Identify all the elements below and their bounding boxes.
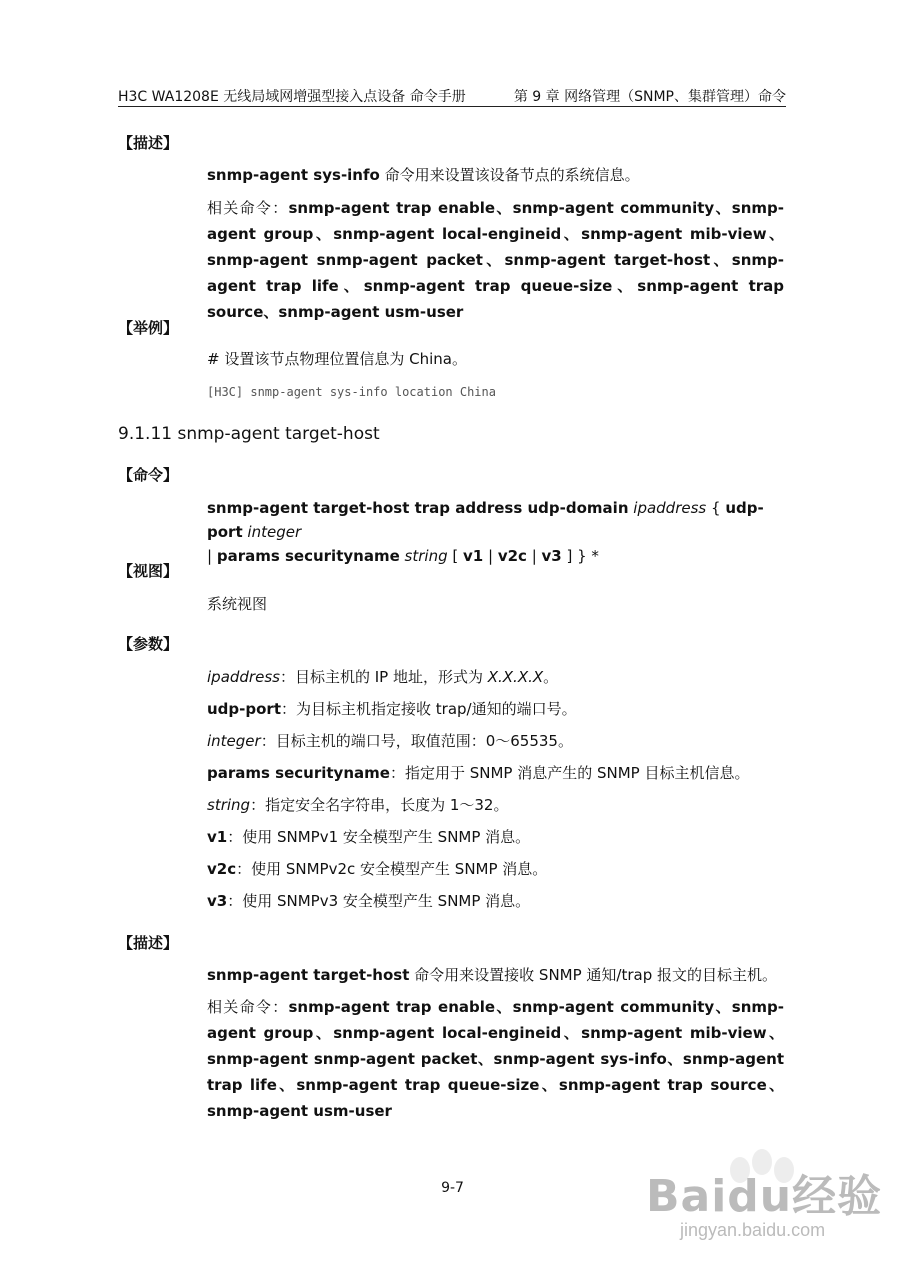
param-format: X.X.X.X bbox=[487, 668, 544, 686]
param-desc: ：为目标主机指定接收 trap/通知的端口号。 bbox=[281, 700, 577, 718]
section-label-description: 【描述】 bbox=[118, 134, 179, 152]
related-commands bbox=[207, 994, 784, 1124]
param-desc: ：目标主机的 IP 地址，形式为 bbox=[279, 668, 488, 686]
header-right: 第 9 章 网络管理（SNMP、集群管理）命令 bbox=[513, 89, 786, 105]
param-desc: ：使用 SNMPv2c 安全模型产生 SNMP 消息。 bbox=[236, 860, 548, 878]
syntax-part: udp-port bbox=[207, 499, 764, 541]
watermark-url: jingyan.baidu.com bbox=[680, 1220, 826, 1240]
related-label: 相关命令： bbox=[207, 199, 289, 217]
description-sentence: 命令用来设置接收 SNMP 通知/trap 报文的目标主机。 bbox=[409, 966, 778, 984]
param-item bbox=[207, 760, 784, 786]
syntax-param: integer bbox=[247, 523, 302, 541]
param-item bbox=[207, 824, 784, 850]
header-left: H3C WA1208E 无线局域网增强型接入点设备 命令手册 bbox=[118, 89, 466, 105]
command-name: snmp-agent sys-info bbox=[207, 166, 380, 184]
param-name: v1 bbox=[207, 828, 228, 846]
page-number: 9-7 bbox=[441, 1180, 464, 1196]
syntax-part: [ bbox=[447, 547, 463, 565]
syntax-param: string bbox=[404, 547, 448, 565]
syntax-part: | bbox=[483, 547, 498, 565]
param-item bbox=[207, 696, 784, 722]
param-name: ipaddress bbox=[207, 668, 280, 686]
syntax-part: v3 bbox=[541, 547, 562, 565]
param-desc: ：使用 SNMPv3 安全模型产生 SNMP 消息。 bbox=[227, 892, 531, 910]
param-item bbox=[207, 792, 784, 818]
syntax-part: v2c bbox=[497, 547, 527, 565]
page-header bbox=[118, 84, 786, 107]
description-text bbox=[207, 162, 784, 188]
section-label-command: 【命令】 bbox=[118, 466, 179, 484]
syntax-part: v1 bbox=[463, 547, 484, 565]
syntax-part: params securityname bbox=[216, 547, 400, 565]
param-item bbox=[207, 888, 784, 914]
param-desc: ：指定安全名字符串，长度为 1～32。 bbox=[250, 796, 509, 814]
param-name: integer bbox=[207, 732, 261, 750]
view-text: 系统视图 bbox=[207, 595, 268, 613]
related-list: snmp-agent trap enable、snmp-agent community、snmp-agent group、snmp-agent local-engineid、snmp-agent mib-view、snmp-agent snmp-agent packet、snmp-agent sys-info、snmp-agent trap life、snmp-agent trap queue-size、snmp-agent trap source、snmp-agent usm-user bbox=[207, 998, 784, 1120]
param-name: v2c bbox=[207, 860, 237, 878]
param-desc-end: 。 bbox=[543, 668, 559, 686]
syntax-part: snmp-agent target-host trap address udp-domain bbox=[207, 499, 629, 517]
syntax-part: { bbox=[706, 499, 726, 517]
param-item bbox=[207, 728, 784, 754]
section-title: 9.1.11 snmp-agent target-host bbox=[118, 424, 380, 444]
section-label-parameters: 【参数】 bbox=[118, 635, 179, 653]
description-sentence: 命令用来设置该设备节点的系统信息。 bbox=[379, 166, 640, 184]
command-name: snmp-agent target-host bbox=[207, 966, 410, 984]
param-desc: ：使用 SNMPv1 安全模型产生 SNMP 消息。 bbox=[227, 828, 531, 846]
param-name: params securityname bbox=[207, 764, 390, 782]
param-name: v3 bbox=[207, 892, 228, 910]
watermark-brand: Baidu经验 bbox=[646, 1171, 883, 1222]
param-item bbox=[207, 856, 784, 882]
syntax-part: ] } * bbox=[561, 547, 599, 565]
related-commands bbox=[207, 195, 784, 325]
param-desc: ：指定用于 SNMP 消息产生的 SNMP 目标主机信息。 bbox=[389, 764, 750, 782]
section-label-description: 【描述】 bbox=[118, 934, 179, 952]
example-code: [H3C] snmp-agent sys-info location China bbox=[207, 385, 496, 399]
section-label-view: 【视图】 bbox=[118, 562, 179, 580]
section-label-example: 【举例】 bbox=[118, 319, 179, 337]
param-desc: ：目标主机的端口号，取值范围：0～65535。 bbox=[260, 732, 573, 750]
param-name: string bbox=[207, 796, 251, 814]
syntax-param: ipaddress bbox=[633, 499, 707, 517]
param-name: udp-port bbox=[207, 700, 281, 718]
related-label: 相关命令： bbox=[207, 998, 289, 1016]
param-item bbox=[207, 664, 784, 690]
syntax-part: | bbox=[207, 547, 217, 565]
example-comment: # 设置该节点物理位置信息为 China。 bbox=[207, 350, 467, 368]
syntax-part: | bbox=[526, 547, 542, 565]
related-list: snmp-agent trap enable、snmp-agent community、snmp-agent group、snmp-agent local-engineid、snmp-agent mib-view、snmp-agent snmp-agent packet、snmp-agent target-host、snmp-agent trap life、snmp-agent trap queue-size、snmp-agent trap source、snmp-agent usm-user bbox=[207, 199, 784, 321]
description-text bbox=[207, 962, 784, 988]
command-syntax bbox=[207, 496, 784, 568]
